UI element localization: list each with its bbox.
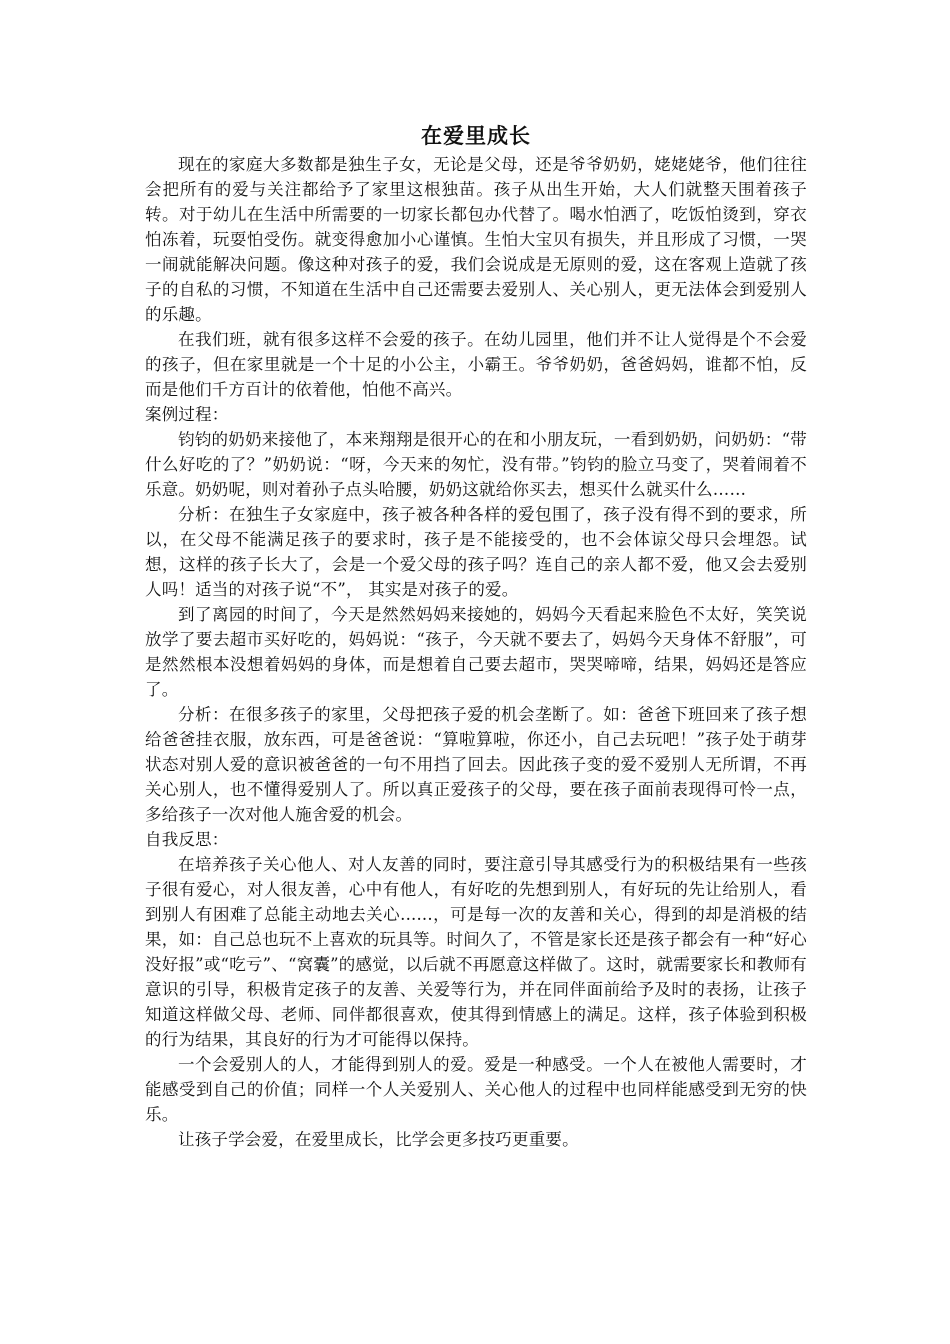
paragraph-love: 一个会爱别人的人，才能得到别人的爱。爱是一种感受。一个人在被他人需要时，才能感受到自己的价值；同样一个人关爱别人、关心他人的过程中也同样能感受到无穷的快乐。 xyxy=(145,1055,807,1124)
paragraph-analysis-1: 分析：在独生子女家庭中，孩子被各种各样的爱包围了，孩子没有得不到的要求，所以，在父母不能满足孩子的要求时，孩子是不能接受的，也不会体谅父母只会埋怨。试想，这样的孩子长大了，会是一个爱父母的孩子吗？连自己的亲人都不爱，他又会去爱别人吗！适当的对孩子说“不”， 其实是对孩子的爱。 xyxy=(145,505,807,599)
document-page xyxy=(145,120,807,1152)
paragraph-conclusion: 让孩子学会爱，在爱里成长，比学会更多技巧更重要。 xyxy=(178,1130,579,1149)
document-title: 在爱里成长 xyxy=(421,124,531,148)
paragraph-intro: 现在的家庭大多数都是独生子女，无论是父母，还是爷爷奶奶，姥姥姥爷，他们往往会把所有的爱与关注都给予了家里这根独苗。孩子从出生开始，大人们就整天围着孩子转。对于幼儿在生活中所需要的一切家长都包办代替了。喝水怕洒了，吃饭怕烫到，穿衣怕冻着，玩耍怕受伤。就变得愈加小心谨慎。生怕大宝贝有损失，并且形成了习惯，一哭一闹就能解决问题。像这种对孩子的爱，我们会说成是无原则的爱，这在客观上造就了孩子的自私的习惯，不知道在生活中自己还需要去爱别人、关心别人，更无法体会到爱别人的乐趣。 xyxy=(145,155,807,324)
paragraph-analysis-2: 分析：在很多孩子的家里，父母把孩子爱的机会垄断了。如：爸爸下班回来了孩子想给爸爸挂衣服，放东西，可是爸爸说：“算啦算啦，你还小，自己去玩吧！”孩子处于萌芽状态对别人爱的意识被爸爸的一句不用挡了回去。因此孩子变的爱不爱别人无所谓，不再关心别人，也不懂得爱别人了。所以真正爱孩子的父母，要在孩子面前表现得可怜一点，多给孩子一次对他人施舍爱的机会。 xyxy=(145,705,807,824)
paragraph-case-2: 到了离园的时间了，今天是然然妈妈来接她的，妈妈今天看起来脸色不太好，笑笑说放学了要去超市买好吃的，妈妈说：“孩子，今天就不要去了，妈妈今天身体不舒服”，可是然然根本没想着妈妈的身体，而是想着自己要去超市，哭哭啼啼，结果，妈妈还是答应了。 xyxy=(145,605,807,699)
paragraph-reflection: 在培养孩子关心他人、对人友善的同时，要注意引导其感受行为的积极结果有一些孩子很有爱心，对人很友善，心中有他人，有好吃的先想到别人，有好玩的先让给别人，看到别人有困难了总能主动地去关心......，可是每一次的友善和关心，得到的却是消极的结果，如：自己总也玩不上喜欢的玩具等。时间久了，不管是家长还是孩子都会有一种“好心没好报”或“吃亏”、“窝囊”的感觉，以后就不再愿意这样做了。这时，就需要家长和教师有意识的引导，积极肯定孩子的友善、关爱等行为，并在同伴面前给予及时的表扬，让孩子知道这样做父母、老师、同伴都很喜欢，使其得到情感上的满足。这样，孩子体验到积极的行为结果，其良好的行为才可能得以保持。 xyxy=(145,855,807,1049)
paragraph-case-1: 钧钧的奶奶来接他了，本来翔翔是很开心的在和小朋友玩，一看到奶奶，问奶奶：“带什么好吃的了？”奶奶说：“呀，今天来的匆忙，没有带。”钧钧的脸立马变了，哭着闹着不乐意。奶奶呢，则对着孙子点头哈腰，奶奶这就给你买去，想买什么就买什么…… xyxy=(145,430,807,499)
heading-case-process: 案例过程： xyxy=(145,405,229,424)
paragraph-class: 在我们班，就有很多这样不会爱的孩子。在幼儿园里，他们并不让人觉得是个不会爱的孩子，但在家里就是一个十足的小公主，小霸王。爷爷奶奶，爸爸妈妈，谁都不怕，反而是他们千方百计的依着他，怕他不高兴。 xyxy=(145,330,807,399)
heading-self-reflection: 自我反思： xyxy=(145,830,229,849)
